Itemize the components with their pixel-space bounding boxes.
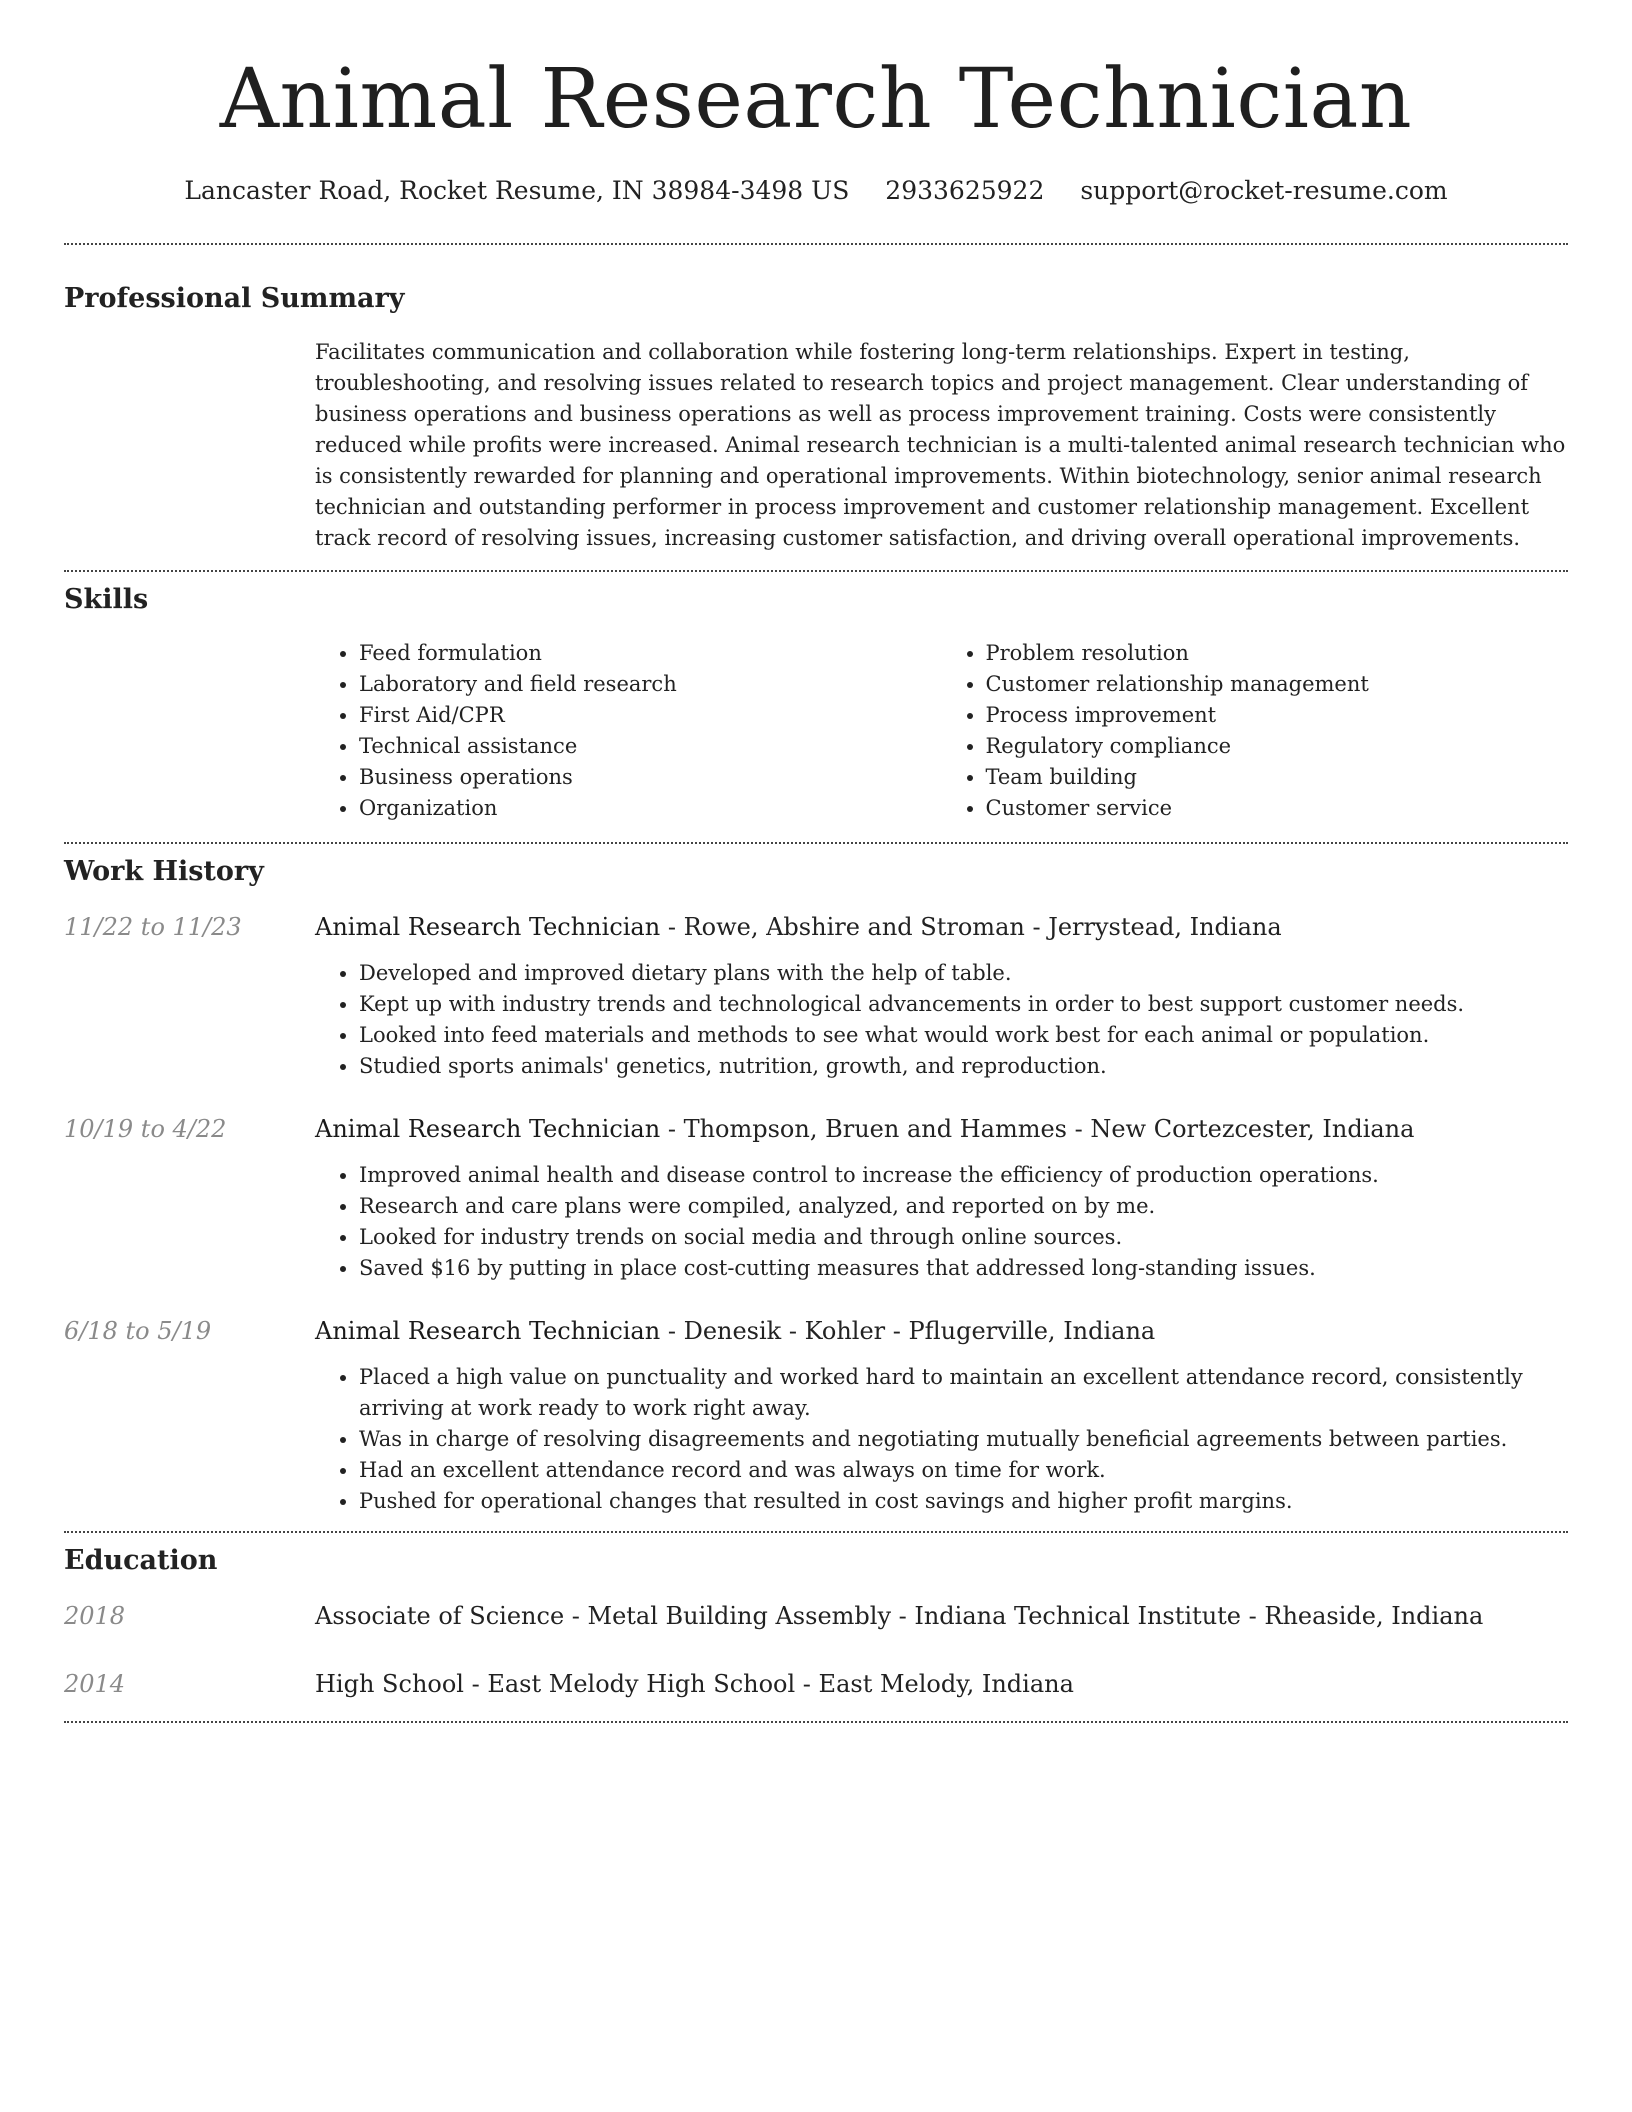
education-entry bbox=[64, 1599, 1568, 1633]
education-year: 2018 bbox=[64, 1602, 126, 1630]
job-bullet: • Pushed for operational changes that resulted in cost savings and higher profit margins. bbox=[359, 1486, 1568, 1517]
skills-column-right bbox=[942, 638, 1569, 824]
job-entry bbox=[64, 1314, 1568, 1517]
education-degree: High School bbox=[315, 1670, 464, 1698]
job-bullet: • Saved $16 by putting in place cost-cutting measures that addressed long-standing issues. bbox=[359, 1253, 1568, 1284]
skill-item: • Business operations bbox=[359, 762, 942, 793]
job-title bbox=[315, 910, 1282, 944]
job-role: Animal Research Technician bbox=[315, 1115, 661, 1143]
job-bullet: • Looked for industry trends on social media and through online sources. bbox=[359, 1222, 1568, 1253]
work-section bbox=[64, 844, 1568, 1517]
job-title bbox=[315, 1314, 1155, 1348]
job-employer: - Thompson, Bruen and Hammes - New Cortezcester, Indiana bbox=[660, 1115, 1415, 1143]
education-school: - East Melody High School - East Melody, Indiana bbox=[463, 1670, 1074, 1698]
job-employer: - Rowe, Abshire and Stroman - Jerrystead, Indiana bbox=[660, 913, 1282, 941]
education-degree: Associate of Science bbox=[315, 1602, 565, 1630]
education-entry bbox=[64, 1667, 1568, 1701]
summary-section bbox=[64, 245, 1568, 554]
skills-column-left bbox=[315, 638, 942, 824]
contact-address: Lancaster Road, Rocket Resume, IN 38984-3498 US bbox=[184, 176, 850, 205]
job-entry bbox=[64, 1112, 1568, 1284]
education-year: 2014 bbox=[64, 1670, 126, 1698]
job-dates: 10/19 to 4/22 bbox=[64, 1115, 227, 1143]
skill-item: • Organization bbox=[359, 793, 942, 824]
education-school: - Metal Building Assembly - Indiana Technical Institute - Rheaside, Indiana bbox=[564, 1602, 1484, 1630]
contact-email: support@rocket-resume.com bbox=[1080, 176, 1448, 205]
job-bullet: • Research and care plans were compiled, analyzed, and reported on by me. bbox=[359, 1191, 1568, 1222]
job-bullet: • Had an excellent attendance record and was always on time for work. bbox=[359, 1455, 1568, 1486]
section-title-work: Work History bbox=[64, 856, 264, 887]
skills-section bbox=[64, 572, 1568, 824]
candidate-name: Animal Research Technician bbox=[219, 52, 1413, 147]
job-bullet: • Kept up with industry trends and technological advancements in order to best support customer needs. bbox=[359, 989, 1568, 1020]
job-bullet: • Developed and improved dietary plans with the help of table. bbox=[359, 958, 1568, 989]
job-bullet: • Studied sports animals' genetics, nutrition, growth, and reproduction. bbox=[359, 1051, 1568, 1082]
job-entry bbox=[64, 910, 1568, 1082]
job-dates: 6/18 to 5/19 bbox=[64, 1317, 212, 1345]
contact-phone: 2933625922 bbox=[885, 176, 1045, 205]
job-bullet: • Looked into feed materials and methods to see what would work best for each animal or population. bbox=[359, 1020, 1568, 1051]
section-title-skills: Skills bbox=[64, 584, 149, 615]
skills-list bbox=[315, 638, 1568, 824]
job-employer: - Denesik - Kohler - Pflugerville, Indiana bbox=[660, 1317, 1156, 1345]
skill-item: • Customer service bbox=[986, 793, 1569, 824]
skill-item: • Regulatory compliance bbox=[986, 731, 1569, 762]
resume-page bbox=[64, 0, 1568, 1723]
skill-item: • Problem resolution bbox=[986, 638, 1569, 669]
job-bullet: • Improved animal health and disease control to increase the efficiency of production operations. bbox=[359, 1160, 1568, 1191]
section-title-summary: Professional Summary bbox=[64, 283, 405, 314]
contact-line bbox=[64, 174, 1568, 208]
job-bullet: • Was in charge of resolving disagreements and negotiating mutually beneficial agreements between parties. bbox=[359, 1424, 1568, 1455]
education-title bbox=[315, 1667, 1074, 1701]
skill-item: • Customer relationship management bbox=[986, 669, 1569, 700]
skill-item: • Laboratory and field research bbox=[359, 669, 942, 700]
section-title-education: Education bbox=[64, 1545, 218, 1576]
job-bullets bbox=[315, 1160, 1568, 1284]
job-bullet: • Placed a high value on punctuality and worked hard to maintain an excellent attendance record, consistently arriving at work ready to work right away. bbox=[359, 1362, 1568, 1424]
skill-item: • First Aid/CPR bbox=[359, 700, 942, 731]
job-bullets bbox=[315, 1362, 1568, 1517]
job-bullets bbox=[315, 958, 1568, 1082]
skill-item: • Process improvement bbox=[986, 700, 1569, 731]
education-section bbox=[64, 1533, 1568, 1701]
skill-item: • Technical assistance bbox=[359, 731, 942, 762]
job-dates: 11/22 to 11/23 bbox=[64, 913, 242, 941]
education-title bbox=[315, 1599, 1483, 1633]
summary-text: Facilitates communication and collaboration while fostering long-term relationships. Expert in testing, troubleshooting, and resolving issues related to research topics and project management. Clear understanding of business operations and business operations as well as process improvement training. Costs were consistently reduced while profits were increased. Animal research technician is a multi-talented animal research technician who is consistently rewarded for planning and operational improvements. Within biotechnology, senior animal research technician and outstanding performer in process improvement and customer relationship management. Excellent track record of resolving issues, increasing customer satisfaction, and driving overall operational improvements. bbox=[315, 340, 1566, 550]
job-title bbox=[315, 1112, 1414, 1146]
job-role: Animal Research Technician bbox=[315, 913, 661, 941]
skill-item: • Team building bbox=[986, 762, 1569, 793]
divider bbox=[64, 1721, 1568, 1723]
skill-item: • Feed formulation bbox=[359, 638, 942, 669]
job-role: Animal Research Technician bbox=[315, 1317, 661, 1345]
